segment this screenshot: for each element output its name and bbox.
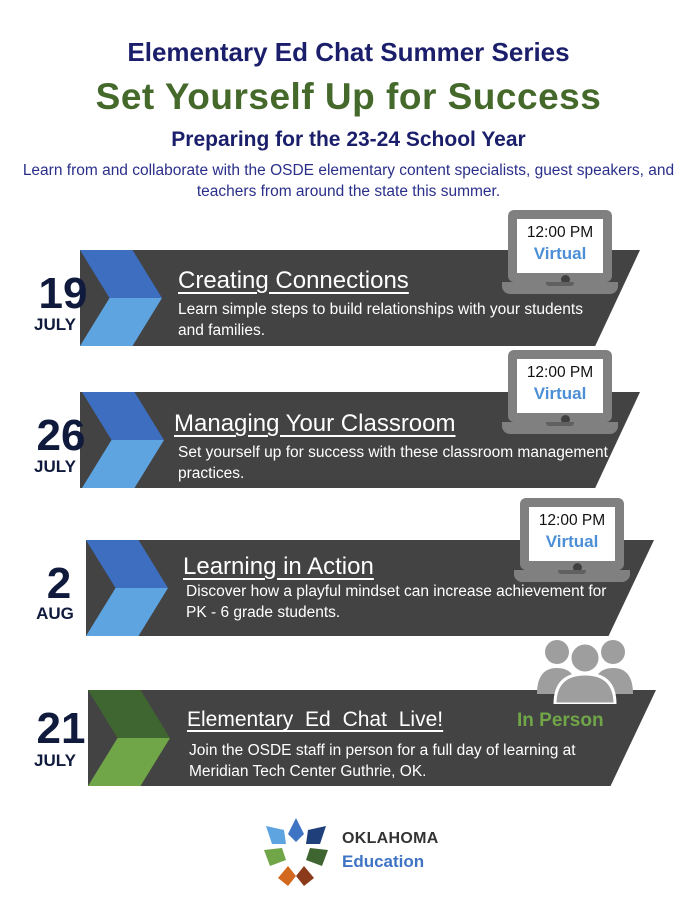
event-mode: Virtual — [533, 244, 587, 263]
laptop-icon — [502, 350, 618, 434]
intro-text: Learn from and collaborate with the OSDE elementary content specialists, guest speakers, and teachers from around the state this summer. — [22, 162, 675, 200]
group-icon — [535, 636, 635, 704]
event-title: Creating Connections — [178, 267, 409, 294]
event-mode: Virtual — [533, 384, 587, 403]
subtitle: Preparing for the 23-24 School Year — [171, 128, 526, 151]
event-time: 12:00 PM — [526, 364, 594, 381]
oklahoma-star-logo-icon — [258, 816, 334, 888]
event-card — [0, 210, 697, 339]
event-day: 2 — [46, 559, 72, 608]
event-description: Join the OSDE staff in person for a full day of learning at Meridian Tech Center Guthrie, OK. — [189, 742, 576, 780]
event-title: Learning in Action — [183, 553, 374, 580]
laptop-icon — [514, 498, 630, 582]
main-title: Set Yourself Up for Success — [95, 76, 602, 117]
event-day: 26 — [36, 411, 86, 460]
event-title: Managing Your Classroom — [174, 410, 456, 437]
event-month: JULY — [34, 751, 76, 770]
event-month: JULY — [34, 457, 76, 476]
event-mode: Virtual — [545, 532, 599, 551]
oklahoma-education-logo — [258, 816, 468, 886]
logo-text-oklahoma: OKLAHOMA — [342, 830, 439, 847]
event-card — [0, 636, 697, 780]
event-month: AUG — [36, 604, 74, 623]
event-title: Elementary Ed Chat Live! — [187, 708, 444, 731]
series-title: Elementary Ed Chat Summer Series — [127, 37, 570, 67]
event-description: Set yourself up for success with these classroom management practices. — [178, 444, 608, 482]
event-time: 12:00 PM — [526, 224, 594, 241]
event-time: 12:00 PM — [538, 512, 606, 529]
event-day: 19 — [38, 269, 88, 318]
event-description: Discover how a playful mindset can increase achievement for PK - 6 grade students. — [186, 583, 607, 621]
event-card — [0, 350, 697, 482]
event-day: 21 — [36, 704, 86, 753]
event-month: JULY — [34, 315, 76, 334]
logo-text-education: Education — [342, 852, 425, 871]
event-mode: In Person — [517, 710, 604, 731]
laptop-icon — [502, 210, 618, 294]
event-card — [0, 496, 697, 623]
event-description: Learn simple steps to build relationships with your students and families. — [178, 301, 583, 339]
